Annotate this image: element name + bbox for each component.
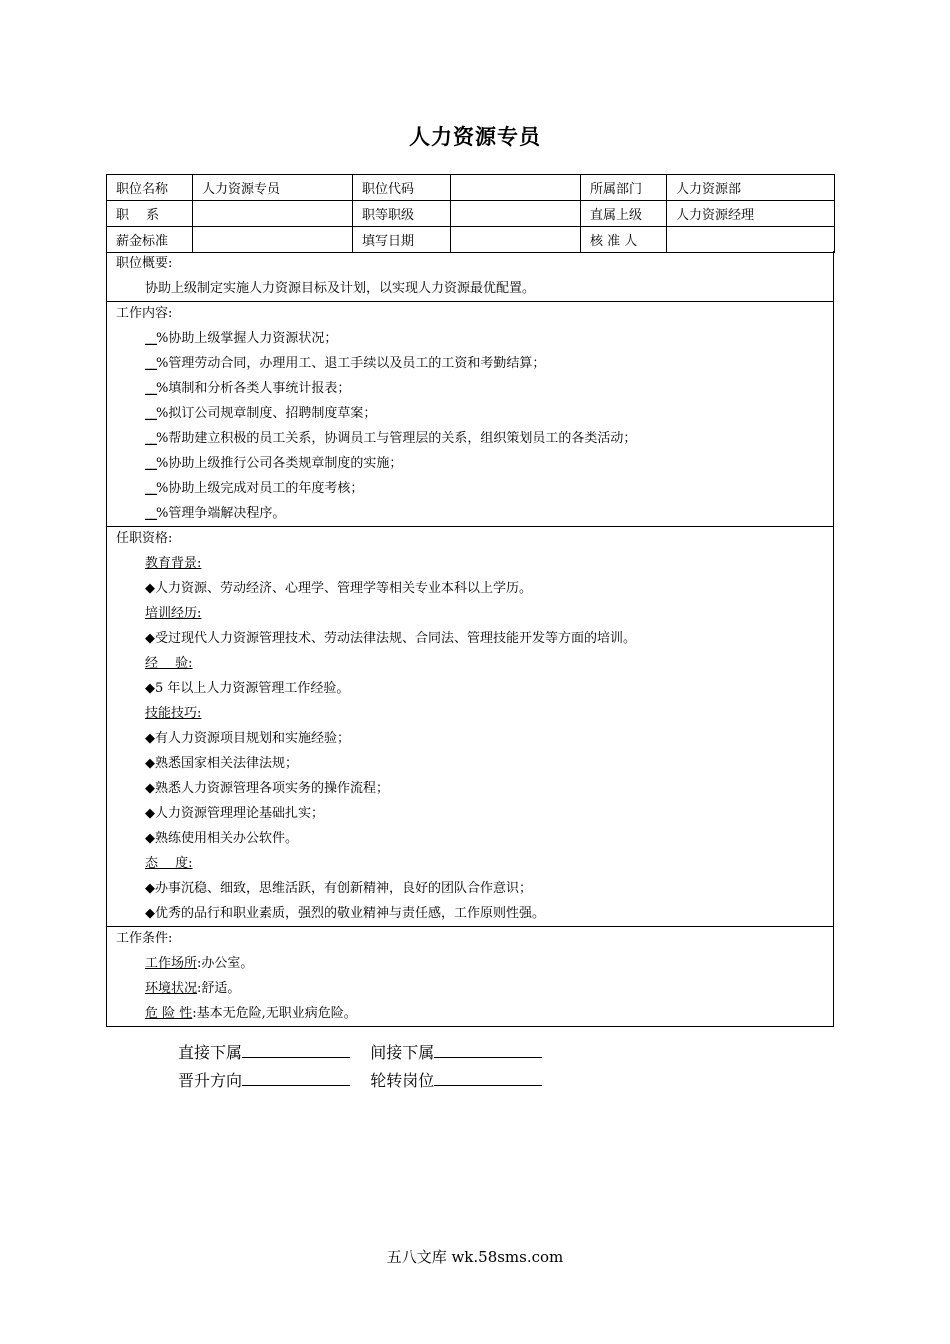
promotion-label: 晋升方向 xyxy=(178,1071,243,1090)
percent-blank: __ xyxy=(145,456,156,471)
list-item: __%帮助建立积极的员工关系，协调员工与管理层的关系，组织策划员工的各类活动； xyxy=(145,431,637,446)
value-salary xyxy=(193,227,353,253)
list-item: ◆熟练使用相关办公软件。 xyxy=(145,831,298,846)
label-position-code: 职位代码 xyxy=(353,175,451,201)
value-position-name: 人力资源专员 xyxy=(193,175,353,201)
list-item: __%协助上级完成对员工的年度考核； xyxy=(145,481,364,496)
conditions-heading: 工作条件: xyxy=(116,931,173,946)
list-item: __%管理争端解决程序。 xyxy=(145,506,286,521)
list-item: ◆5 年以上人力资源管理工作经验。 xyxy=(145,681,350,696)
rotation-blank xyxy=(434,1070,542,1086)
exp-label-row xyxy=(107,651,833,676)
indirect-subordinate-label: 间接下属 xyxy=(370,1043,435,1062)
direct-subordinate-blank xyxy=(242,1042,350,1058)
table-row xyxy=(107,175,835,201)
qualification-section xyxy=(106,526,834,927)
att-label-row xyxy=(107,851,833,876)
overview-text: 协助上级制定实施人力资源目标及计划，以实现人力资源最优配置。 xyxy=(145,281,536,296)
work-section xyxy=(106,301,834,527)
list-item: ◆人力资源、劳动经济、心理学、管理学等相关专业本科以上学历。 xyxy=(145,581,532,596)
label-job-series: 职 系 xyxy=(107,201,193,227)
percent-blank: __ xyxy=(145,381,156,396)
value-fill-date xyxy=(451,227,581,253)
table-row xyxy=(107,227,835,253)
list-item: __%管理劳动合同，办理用工、退工手续以及员工的工资和考勤结算； xyxy=(145,356,546,371)
value-position-code xyxy=(451,175,581,201)
table-row xyxy=(107,201,835,227)
label-fill-date: 填写日期 xyxy=(353,227,451,253)
list-item: 危 险 性:基本无危险,无职业病危险。 xyxy=(145,1006,357,1021)
list-item: ◆优秀的品行和职业素质，强烈的敬业精神与责任感，工作原则性强。 xyxy=(145,906,545,921)
list-item: ◆人力资源管理理论基础扎实； xyxy=(145,806,324,821)
label-position-name: 职位名称 xyxy=(107,175,193,201)
conditions-section xyxy=(106,926,834,1027)
list-item: 工作场所:办公室。 xyxy=(145,956,254,971)
train-label: 培训经历: xyxy=(145,606,202,621)
indirect-subordinate-blank xyxy=(434,1042,542,1058)
skill-label: 技能技巧: xyxy=(145,706,202,721)
footer-row-1 xyxy=(178,1040,542,1063)
list-item: __%协助上级推行公司各类规章制度的实施； xyxy=(145,456,403,471)
att-label: 态 度: xyxy=(145,856,193,871)
exp-label: 经 验: xyxy=(145,656,193,671)
list-item: 环境状况:舒适。 xyxy=(145,981,241,996)
direct-subordinate-label: 直接下属 xyxy=(178,1043,243,1062)
value-approver xyxy=(667,227,835,253)
percent-blank: __ xyxy=(145,331,156,346)
work-heading: 工作内容: xyxy=(116,306,173,321)
value-department: 人力资源部 xyxy=(667,175,835,201)
site-watermark: 五八文库 wk.58sms.com xyxy=(386,1248,564,1266)
label-supervisor: 直属上级 xyxy=(581,201,667,227)
list-item: ◆受过现代人力资源管理技术、劳动法律法规、合同法、管理技能开发等方面的培训。 xyxy=(145,631,636,646)
label-job-grade: 职等职级 xyxy=(353,201,451,227)
list-item: ◆办事沉稳、细致，思维活跃，有创新精神，良好的团队合作意识； xyxy=(145,881,532,896)
qualification-heading: 任职资格: xyxy=(116,531,173,546)
value-job-grade xyxy=(451,201,581,227)
train-label-row xyxy=(107,601,833,626)
skill-label-row xyxy=(107,701,833,726)
overview-section xyxy=(106,251,834,302)
rotation-label: 轮转岗位 xyxy=(370,1071,435,1090)
footer-row-2 xyxy=(178,1068,542,1091)
list-item: __%填制和分析各类人事统计报表； xyxy=(145,381,351,396)
percent-blank: __ xyxy=(145,481,156,496)
list-item: ◆熟悉国家相关法律法规； xyxy=(145,756,298,771)
edu-label-row xyxy=(107,551,833,576)
job-info-table xyxy=(106,174,835,253)
list-item: ◆熟悉人力资源管理各项实务的操作流程； xyxy=(145,781,389,796)
list-item: __%拟订公司规章制度、招聘制度草案； xyxy=(145,406,377,421)
percent-blank: __ xyxy=(145,356,156,371)
percent-blank: __ xyxy=(145,506,156,521)
list-item: __%协助上级掌握人力资源状况； xyxy=(145,331,338,346)
label-salary: 薪金标准 xyxy=(107,227,193,253)
list-item: ◆有人力资源项目规划和实施经验； xyxy=(145,731,350,746)
percent-blank: __ xyxy=(145,431,156,446)
percent-blank: __ xyxy=(145,406,156,421)
page-title: 人力资源专员 xyxy=(409,124,541,149)
promotion-blank xyxy=(242,1070,350,1086)
label-approver: 核 准 人 xyxy=(581,227,667,253)
value-job-series xyxy=(193,201,353,227)
label-department: 所属部门 xyxy=(581,175,667,201)
value-supervisor: 人力资源经理 xyxy=(667,201,835,227)
overview-heading: 职位概要: xyxy=(116,256,173,271)
edu-label: 教育背景: xyxy=(145,556,202,571)
